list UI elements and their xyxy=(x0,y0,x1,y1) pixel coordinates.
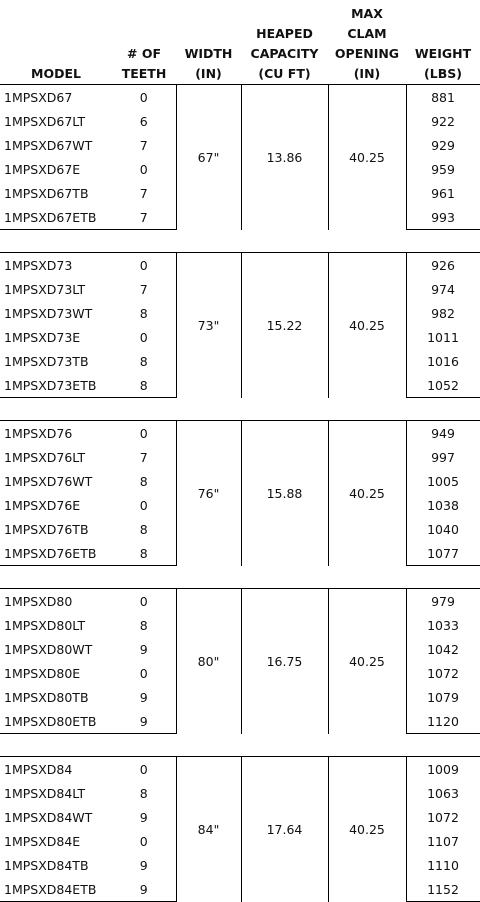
model-cell: 1MPSXD76TB xyxy=(4,521,89,537)
model-cell: 1MPSXD67 xyxy=(0,85,112,110)
model-cell: 1MPSXD80WT xyxy=(4,641,93,657)
clam-opening-cell: 40.25 xyxy=(328,253,406,398)
weight-cell: 1005 xyxy=(406,469,480,493)
weight-cell: 1152 xyxy=(406,877,480,902)
weight-cell: 974 xyxy=(406,277,480,301)
teeth-cell: 8 xyxy=(112,349,176,373)
clam-opening-cell: 40.25 xyxy=(328,85,406,230)
capacity-cell: 17.64 xyxy=(241,757,328,902)
width-cell: 73" xyxy=(176,253,241,398)
teeth-cell: 0 xyxy=(112,757,176,782)
teeth-cell: 8 xyxy=(112,781,176,805)
teeth-cell: 9 xyxy=(112,877,176,902)
model-cell: 1MPSXD80E xyxy=(4,665,81,681)
model-cell: 1MPSXD73WT xyxy=(4,305,93,321)
weight-cell: 1072 xyxy=(406,661,480,685)
header-clam-opening: MAX CLAM OPENING (IN) xyxy=(334,6,400,81)
teeth-cell: 7 xyxy=(112,445,176,469)
weight-cell: 1107 xyxy=(406,829,480,853)
weight-cell: 926 xyxy=(406,253,480,278)
weight-cell: 961 xyxy=(406,181,480,205)
model-cell: 1MPSXD84 xyxy=(0,757,112,782)
weight-cell: 993 xyxy=(406,205,480,230)
model-cell: 1MPSXD84TB xyxy=(4,857,89,873)
teeth-cell: 7 xyxy=(112,181,176,205)
table-row xyxy=(0,421,480,446)
model-cell: 1MPSXD76E xyxy=(4,497,81,513)
teeth-cell: 7 xyxy=(112,205,176,230)
weight-cell: 1011 xyxy=(406,325,480,349)
width-cell: 67" xyxy=(176,85,241,230)
teeth-cell: 0 xyxy=(112,589,176,614)
weight-cell: 922 xyxy=(406,109,480,133)
teeth-cell: 8 xyxy=(112,541,176,566)
table-row xyxy=(0,757,480,782)
model-cell: 1MPSXD67E xyxy=(4,161,81,177)
model-cell: 1MPSXD73 xyxy=(0,253,112,278)
model-cell: 1MPSXD76ETB xyxy=(0,541,112,566)
teeth-cell: 6 xyxy=(112,109,176,133)
spec-group-table xyxy=(0,252,480,398)
model-cell: 1MPSXD80TB xyxy=(4,689,89,705)
header-weight: WEIGHT (LBS) xyxy=(414,46,472,81)
model-cell: 1MPSXD80ETB xyxy=(0,709,112,734)
weight-cell: 1009 xyxy=(406,757,480,782)
weight-cell: 982 xyxy=(406,301,480,325)
weight-cell: 929 xyxy=(406,133,480,157)
teeth-cell: 8 xyxy=(112,613,176,637)
teeth-cell: 0 xyxy=(112,829,176,853)
width-cell: 84" xyxy=(176,757,241,902)
weight-cell: 997 xyxy=(406,445,480,469)
teeth-cell: 9 xyxy=(112,853,176,877)
teeth-cell: 8 xyxy=(112,469,176,493)
teeth-cell: 9 xyxy=(112,805,176,829)
teeth-cell: 7 xyxy=(112,277,176,301)
teeth-cell: 7 xyxy=(112,133,176,157)
capacity-cell: 15.88 xyxy=(241,421,328,566)
weight-cell: 1033 xyxy=(406,613,480,637)
teeth-cell: 0 xyxy=(112,157,176,181)
teeth-cell: 8 xyxy=(112,517,176,541)
capacity-cell: 16.75 xyxy=(241,589,328,734)
weight-cell: 1110 xyxy=(406,853,480,877)
table-header xyxy=(0,0,480,84)
model-cell: 1MPSXD73ETB xyxy=(0,373,112,398)
model-cell: 1MPSXD67LT xyxy=(4,113,86,129)
capacity-cell: 15.22 xyxy=(241,253,328,398)
weight-cell: 1016 xyxy=(406,349,480,373)
model-cell: 1MPSXD84ETB xyxy=(0,877,112,902)
weight-cell: 1040 xyxy=(406,517,480,541)
teeth-cell: 0 xyxy=(112,253,176,278)
weight-cell: 1052 xyxy=(406,373,480,398)
teeth-cell: 0 xyxy=(112,493,176,517)
capacity-cell: 13.86 xyxy=(241,85,328,230)
width-cell: 76" xyxy=(176,421,241,566)
weight-cell: 949 xyxy=(406,421,480,446)
model-cell: 1MPSXD84E xyxy=(4,833,81,849)
table-row xyxy=(0,85,480,110)
spec-group-table xyxy=(0,588,480,734)
teeth-cell: 8 xyxy=(112,301,176,325)
weight-cell: 1120 xyxy=(406,709,480,734)
model-cell: 1MPSXD67TB xyxy=(4,185,89,201)
header-teeth: # OF TEETH xyxy=(121,46,167,81)
header-width: WIDTH (IN) xyxy=(184,46,233,81)
weight-cell: 979 xyxy=(406,589,480,614)
model-cell: 1MPSXD76LT xyxy=(4,449,86,465)
spec-group-table xyxy=(0,756,480,902)
spec-group-table xyxy=(0,420,480,566)
weight-cell: 1038 xyxy=(406,493,480,517)
weight-cell: 1042 xyxy=(406,637,480,661)
teeth-cell: 9 xyxy=(112,685,176,709)
model-cell: 1MPSXD76 xyxy=(0,421,112,446)
model-cell: 1MPSXD67WT xyxy=(4,137,93,153)
teeth-cell: 0 xyxy=(112,325,176,349)
weight-cell: 1072 xyxy=(406,805,480,829)
model-cell: 1MPSXD76WT xyxy=(4,473,93,489)
weight-cell: 1077 xyxy=(406,541,480,566)
header-row xyxy=(0,0,480,84)
model-cell: 1MPSXD84WT xyxy=(4,809,93,825)
table-row xyxy=(0,253,480,278)
weight-cell: 959 xyxy=(406,157,480,181)
header-capacity: HEAPED CAPACITY (CU FT) xyxy=(250,26,319,81)
weight-cell: 881 xyxy=(406,85,480,110)
teeth-cell: 0 xyxy=(112,421,176,446)
weight-cell: 1079 xyxy=(406,685,480,709)
model-cell: 1MPSXD73TB xyxy=(4,353,89,369)
teeth-cell: 9 xyxy=(112,637,176,661)
model-cell: 1MPSXD80LT xyxy=(4,617,86,633)
model-cell: 1MPSXD80 xyxy=(0,589,112,614)
teeth-cell: 9 xyxy=(112,709,176,734)
table-row xyxy=(0,589,480,614)
clam-opening-cell: 40.25 xyxy=(328,589,406,734)
width-cell: 80" xyxy=(176,589,241,734)
model-cell: 1MPSXD73LT xyxy=(4,281,86,297)
model-cell: 1MPSXD73E xyxy=(4,329,81,345)
weight-cell: 1063 xyxy=(406,781,480,805)
model-cell: 1MPSXD67ETB xyxy=(0,205,112,230)
model-cell: 1MPSXD84LT xyxy=(4,785,86,801)
teeth-cell: 0 xyxy=(112,85,176,110)
header-model: MODEL xyxy=(31,66,81,81)
spec-group-table xyxy=(0,84,480,230)
clam-opening-cell: 40.25 xyxy=(328,757,406,902)
teeth-cell: 0 xyxy=(112,661,176,685)
teeth-cell: 8 xyxy=(112,373,176,398)
clam-opening-cell: 40.25 xyxy=(328,421,406,566)
